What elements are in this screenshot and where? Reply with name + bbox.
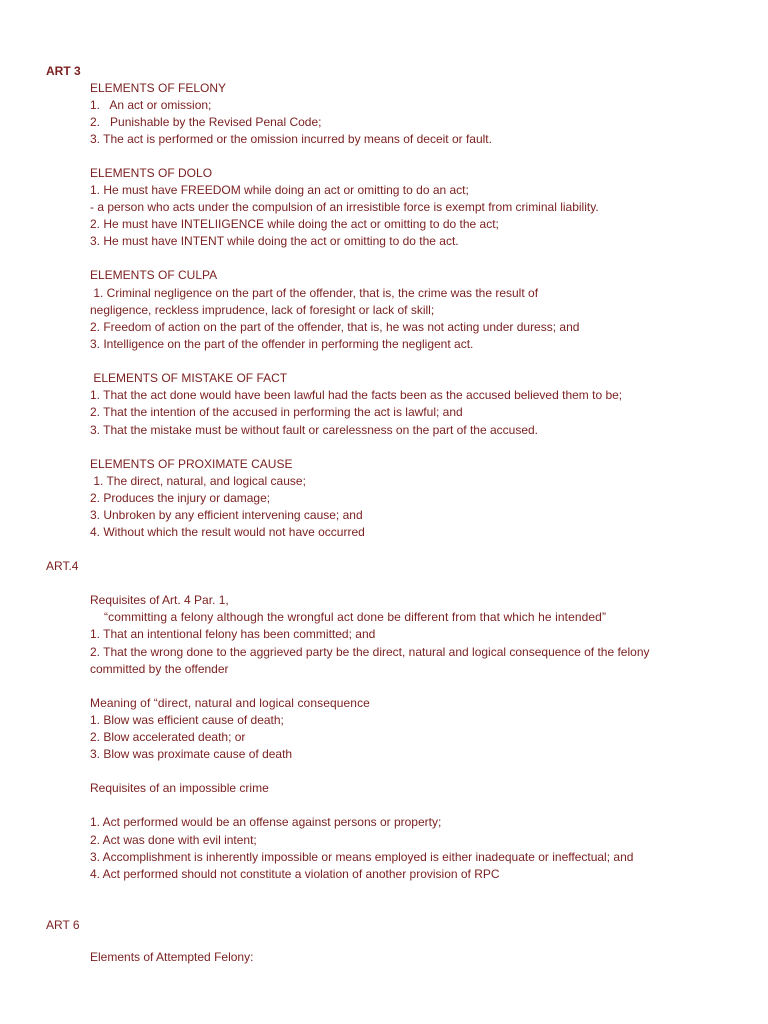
impossible-item-1: 1. Act performed would be an offense against persons or property; xyxy=(90,815,442,829)
dolo-item-2: - a person who acts under the compulsion of an irresistible force is exempt from criminal liability. xyxy=(90,200,599,214)
art4-heading: ART.4 xyxy=(46,559,79,573)
dolo-title: ELEMENTS OF DOLO xyxy=(90,166,213,180)
attempted-title: Elements of Attempted Felony: xyxy=(90,950,254,964)
proximate-item-3: 3. Unbroken by any efficient intervening cause; and xyxy=(90,508,363,522)
dolo-item-3: 2. He must have INTELIIGENCE while doing the act or omitting to do the act; xyxy=(90,217,499,231)
requisites-item-1: 1. That an intentional felony has been committed; and xyxy=(90,627,376,641)
mistake-item-2: 2. That the intention of the accused in performing the act is lawful; and xyxy=(90,405,463,419)
culpa-item-2: 2. Freedom of action on the part of the offender, that is, he was not acting under duress; and xyxy=(90,320,580,334)
proximate-item-1: 1. The direct, natural, and logical cause; xyxy=(90,474,306,488)
mistake-item-3: 3. That the mistake must be without fault or carelessness on the part of the accused. xyxy=(90,423,539,437)
felony-item-3: 3. The act is performed or the omission incurred by means of deceit or fault. xyxy=(90,132,492,146)
culpa-title: ELEMENTS OF CULPA xyxy=(90,268,218,282)
requisites-item-2-cont: committed by the offender xyxy=(90,662,229,676)
dolo-item-1: 1. He must have FREEDOM while doing an act or omitting to do an act; xyxy=(90,183,469,197)
impossible-title: Requisites of an impossible crime xyxy=(90,781,269,795)
felony-title: ELEMENTS OF FELONY xyxy=(90,81,227,95)
proximate-title: ELEMENTS OF PROXIMATE CAUSE xyxy=(90,457,293,471)
culpa-item-1-cont: negligence, reckless imprudence, lack of foresight or lack of skill; xyxy=(90,303,435,317)
proximate-item-4: 4. Without which the result would not have occurred xyxy=(90,525,365,539)
proximate-item-2: 2. Produces the injury or damage; xyxy=(90,491,271,505)
meaning-item-1: 1. Blow was efficient cause of death; xyxy=(90,713,284,727)
requisites-item-2: 2. That the wrong done to the aggrieved party be the direct, natural and logical consequence of the felony xyxy=(90,645,650,659)
felony-item-1: 1. An act or omission; xyxy=(90,98,212,112)
art6-heading: ART 6 xyxy=(46,918,80,932)
requisites-title: Requisites of Art. 4 Par. 1, xyxy=(90,593,229,607)
dolo-item-4: 3. He must have INTENT while doing the act or omitting to do the act. xyxy=(90,234,459,248)
impossible-item-4: 4. Act performed should not constitute a violation of another provision of RPC xyxy=(90,867,500,881)
felony-item-2: 2. Punishable by the Revised Penal Code; xyxy=(90,115,322,129)
meaning-title: Meaning of “direct, natural and logical consequence xyxy=(90,696,370,710)
mistake-item-1: 1. That the act done would have been lawful had the facts been as the accused believed them to be; xyxy=(90,388,623,402)
culpa-item-3: 3. Intelligence on the part of the offender in performing the negligent act. xyxy=(90,337,474,351)
meaning-item-2: 2. Blow accelerated death; or xyxy=(90,730,246,744)
culpa-item-1: 1. Criminal negligence on the part of the offender, that is, the crime was the result of xyxy=(90,286,539,300)
impossible-item-2: 2. Act was done with evil intent; xyxy=(90,833,257,847)
requisites-quote: “committing a felony although the wrongful act done be different from that which he intended” xyxy=(104,610,607,624)
meaning-item-3: 3. Blow was proximate cause of death xyxy=(90,747,293,761)
mistake-title: ELEMENTS OF MISTAKE OF FACT xyxy=(90,371,288,385)
impossible-item-3: 3. Accomplishment is inherently impossible or means employed is either inadequate or ineffectual; and xyxy=(90,850,634,864)
art3-heading: ART 3 xyxy=(46,64,81,78)
